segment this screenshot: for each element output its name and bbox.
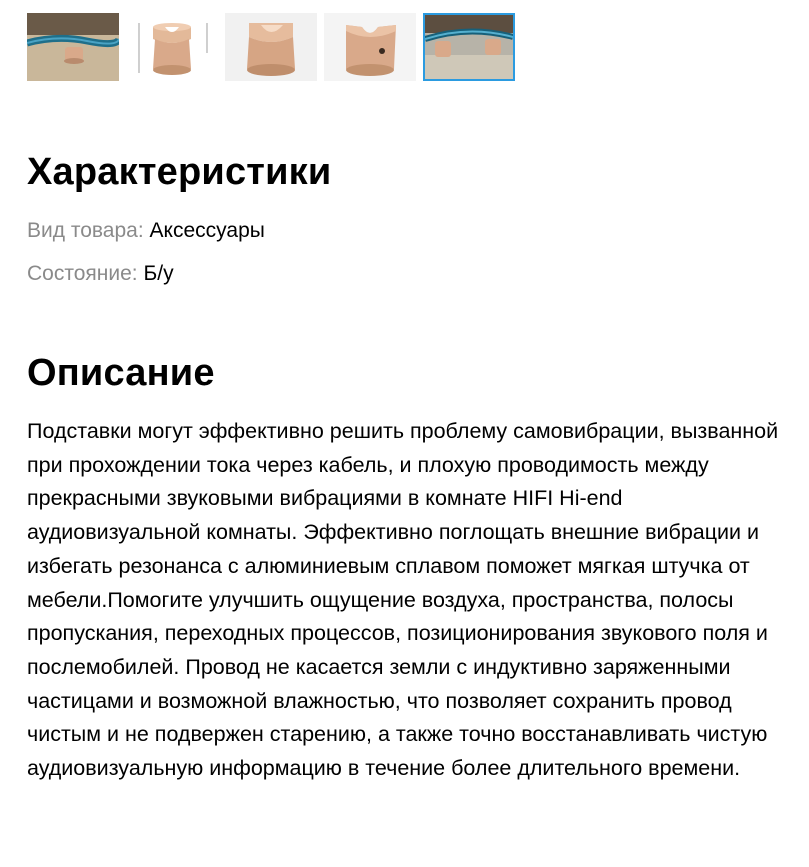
thumbnail-1[interactable] — [27, 13, 119, 81]
product-photo-angled — [225, 13, 317, 81]
thumbnail-2[interactable] — [127, 13, 219, 81]
thumbnail-gallery — [27, 13, 527, 81]
product-photo-dimensions — [127, 13, 219, 81]
spec-row-condition — [27, 262, 174, 286]
product-photo-cable-stand — [27, 13, 119, 81]
thumbnail-3[interactable] — [225, 13, 317, 81]
product-photo-installed — [425, 15, 513, 79]
spec-row-item-type — [27, 219, 265, 243]
spec-value: Аксессуары — [149, 219, 265, 242]
description-title: Описание — [27, 352, 215, 394]
spec-value: Б/у — [143, 262, 174, 285]
specs-title: Характеристики — [27, 151, 332, 193]
spec-label: Состояние: — [27, 262, 138, 285]
thumbnail-4[interactable] — [324, 13, 416, 81]
thumbnail-5[interactable] — [423, 13, 515, 81]
spec-label: Вид товара: — [27, 219, 144, 242]
product-photo-side — [324, 13, 416, 81]
description-text: Подставки могут эффективно решить проблему самовибрации, вызванной при прохождении тока через кабель, и плохую проводимость между прекрасными звуковыми вибрациями в комнате HIFI Hi-end аудиовизуальной комнаты. Эффективно поглощать внешние вибрации и избегать резонанса с алюминиевым сплавом поможет мягкая штучка от мебели.Помогите улучшить ощущение воздуха, пространства, полосы пропускания, переходных процессов, позиционирования звукового поля и послемобилей. Провод не касается земли с индуктивно заряженными частицами и возможной влажностью, что позволяет сохранить провод чистым и не подвержен старению, а также точно восстанавливать чистую аудиовизуальную информацию в течение более длительного времени. — [27, 419, 779, 781]
